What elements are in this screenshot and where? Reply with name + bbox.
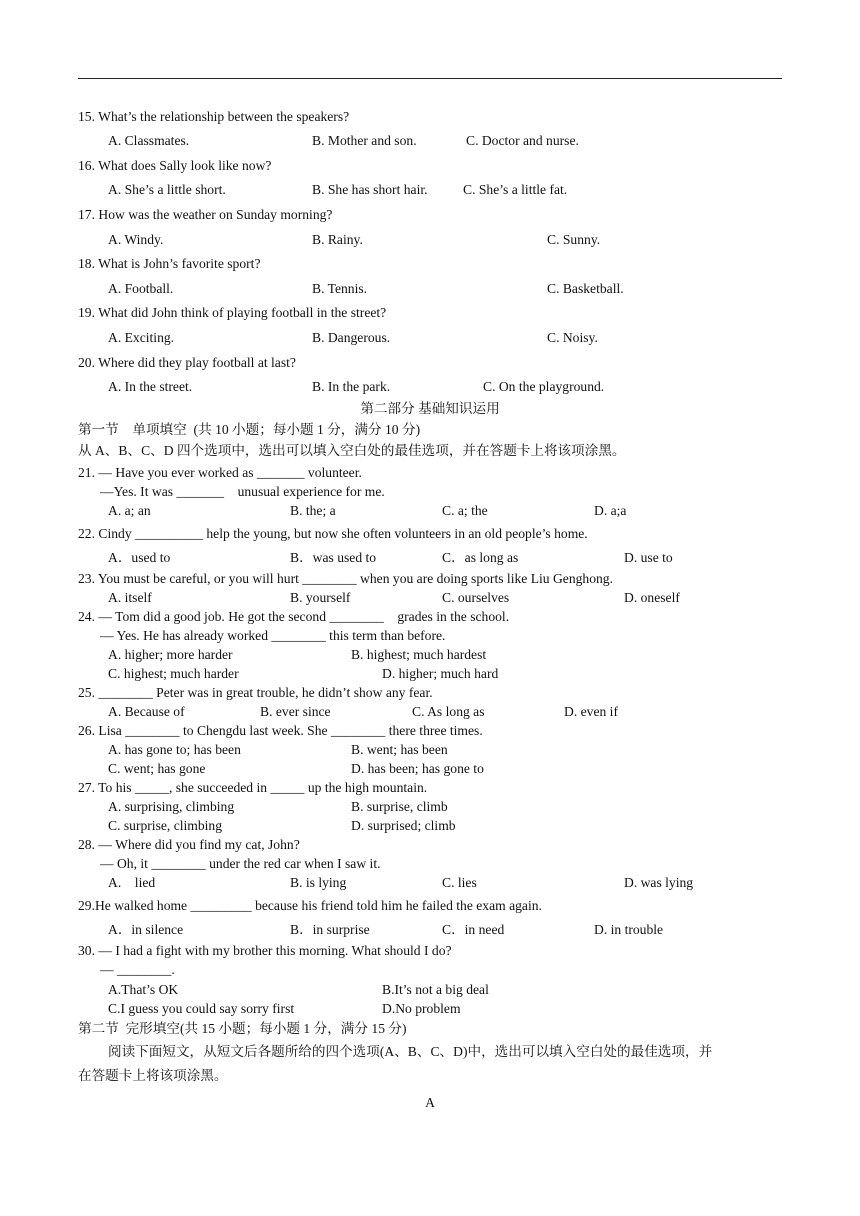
question-24: 24. — Tom did a good job. He got the second ________ grades in the school. xyxy=(78,609,510,624)
q27-option-a: A. surprising, climbing xyxy=(108,799,235,814)
q30-option-a: A.That’s OK xyxy=(108,982,179,997)
question-25: 25. ________ Peter was in great trouble, he didn’t show any fear. xyxy=(78,685,433,700)
q25-option-a: A. Because of xyxy=(108,704,185,719)
q28-option-a: A. lied xyxy=(108,875,156,890)
question-26: 26. Lisa ________ to Chengdu last week. She ________ there three times. xyxy=(78,723,483,738)
question-27: 27. To his _____, she succeeded in _____ up the high mountain. xyxy=(78,780,428,795)
question-17: 17. How was the weather on Sunday morning? xyxy=(78,207,333,222)
q26-option-c: C. went; has gone xyxy=(108,761,206,776)
q25-option-d: D. even if xyxy=(564,704,618,719)
q18-option-b: B. Tennis. xyxy=(312,281,368,296)
question-30-reply: — ________. xyxy=(100,962,175,977)
question-28-reply: — Oh, it ________ under the red car when I saw it. xyxy=(100,856,381,871)
q21-option-b: B. the; a xyxy=(290,503,336,518)
q19-option-c: C. Noisy. xyxy=(547,330,598,345)
q24-option-c: C. highest; much harder xyxy=(108,666,239,681)
q15-option-c: C. Doctor and nurse. xyxy=(466,133,579,148)
q16-option-b: B. She has short hair. xyxy=(312,182,428,197)
q16-option-c: C. She’s a little fat. xyxy=(463,182,568,197)
q18-option-c: C. Basketball. xyxy=(547,281,624,296)
question-22: 22. Cindy __________ help the young, but now she often volunteers in an old people’s home. xyxy=(78,526,588,541)
question-29: 29.He walked home _________ because his friend told him he failed the exam again. xyxy=(78,898,542,913)
q17-option-b: B. Rainy. xyxy=(312,232,363,247)
q27-option-d: D. surprised; climb xyxy=(351,818,456,833)
q30-option-d: D.No problem xyxy=(382,1001,461,1016)
q26-option-d: D. has been; has gone to xyxy=(351,761,484,776)
q30-option-b: B.It’s not a big deal xyxy=(382,982,489,997)
section-2-title: 第二节 完形填空(共 15 小题；每小题 1 分，满分 15 分) xyxy=(78,1021,407,1036)
section-2-instruction-line-2: 在答题卡上将该项涂黑。 xyxy=(78,1068,228,1083)
q27-option-b: B. surprise, climb xyxy=(351,799,448,814)
q17-option-a: A. Windy. xyxy=(108,232,164,247)
section-1-instruction: 从 A、B、C、D 四个选项中，选出可以填入空白处的最佳选项，并在答题卡上将该项涂黑。 xyxy=(78,443,626,458)
q23-option-d: D. oneself xyxy=(624,590,680,605)
part-2-title: 第二部分 基础知识运用 xyxy=(360,401,500,416)
q23-option-a: A. itself xyxy=(108,590,152,605)
q22-option-a: A．used to xyxy=(108,550,171,565)
q28-option-c: C. lies xyxy=(442,875,477,890)
question-30: 30. — I had a fight with my brother this morning. What should I do? xyxy=(78,943,452,958)
q15-option-a: A. Classmates. xyxy=(108,133,190,148)
q24-option-d: D. higher; much hard xyxy=(382,666,499,681)
q26-option-b: B. went; has been xyxy=(351,742,448,757)
q29-option-a: A．in silence xyxy=(108,922,184,937)
q22-option-b: B．was used to xyxy=(290,550,377,565)
q20-option-a: A. In the street. xyxy=(108,379,193,394)
question-21-reply: —Yes. It was _______ unusual experience for me. xyxy=(100,484,385,499)
question-20: 20. Where did they play football at last? xyxy=(78,355,296,370)
section-2-instruction-line-1: 阅读下面短文，从短文后各题所给的四个选项(A、B、C、D)中，选出可以填入空白处的最佳选项，并 xyxy=(108,1044,713,1059)
q18-option-a: A. Football. xyxy=(108,281,174,296)
q25-option-b: B. ever since xyxy=(260,704,331,719)
q19-option-b: B. Dangerous. xyxy=(312,330,391,345)
q21-option-c: C. a; the xyxy=(442,503,488,518)
passage-label: A xyxy=(425,1095,435,1110)
q21-option-a: A. a; an xyxy=(108,503,151,518)
q19-option-a: A. Exciting. xyxy=(108,330,175,345)
q22-option-c: C．as long as xyxy=(442,550,519,565)
q27-option-c: C. surprise, climbing xyxy=(108,818,223,833)
q26-option-a: A. has gone to; has been xyxy=(108,742,241,757)
q29-option-b: B．in surprise xyxy=(290,922,370,937)
question-21: 21. — Have you ever worked as _______ volunteer. xyxy=(78,465,362,480)
q29-option-d: D. in trouble xyxy=(594,922,664,937)
q28-option-d: D. was lying xyxy=(624,875,694,890)
question-15: 15. What’s the relationship between the speakers? xyxy=(78,109,350,124)
q29-option-c: C．in need xyxy=(442,922,505,937)
q21-option-d: D. a;a xyxy=(594,503,627,518)
section-1-title: 第一节 单项填空 (共 10 小题；每小题 1 分，满分 10 分) xyxy=(78,422,421,437)
q23-option-c: C. ourselves xyxy=(442,590,510,605)
question-28: 28. — Where did you find my cat, John? xyxy=(78,837,300,852)
question-19: 19. What did John think of playing football in the street? xyxy=(78,305,387,320)
q20-option-c: C. On the playground. xyxy=(483,379,605,394)
q15-option-b: B. Mother and son. xyxy=(312,133,417,148)
question-24-reply: — Yes. He has already worked ________ this term than before. xyxy=(100,628,446,643)
q23-option-b: B. yourself xyxy=(290,590,351,605)
q24-option-a: A. higher; more harder xyxy=(108,647,233,662)
q16-option-a: A. She’s a little short. xyxy=(108,182,226,197)
header-rule xyxy=(78,78,782,79)
q25-option-c: C. As long as xyxy=(412,704,485,719)
q17-option-c: C. Sunny. xyxy=(547,232,601,247)
q24-option-b: B. highest; much hardest xyxy=(351,647,487,662)
question-18: 18. What is John’s favorite sport? xyxy=(78,256,261,271)
q28-option-b: B. is lying xyxy=(290,875,347,890)
question-16: 16. What does Sally look like now? xyxy=(78,158,272,173)
q30-option-c: C.I guess you could say sorry first xyxy=(108,1001,295,1016)
q20-option-b: B. In the park. xyxy=(312,379,391,394)
q22-option-d: D. use to xyxy=(624,550,673,565)
question-23: 23. You must be careful, or you will hurt ________ when you are doing sports like Liu Genghong. xyxy=(78,571,614,586)
